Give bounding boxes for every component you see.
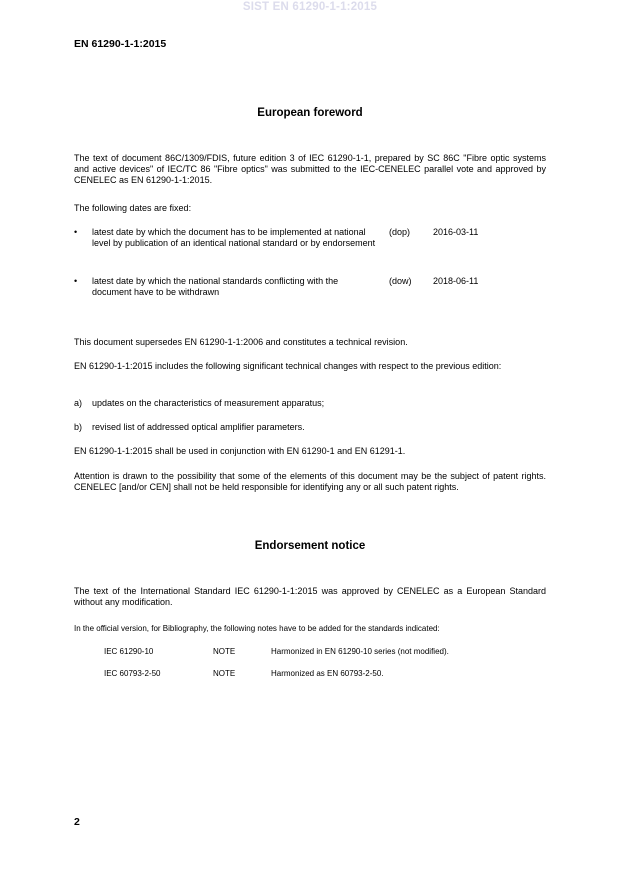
change-item-marker: a) [74, 398, 83, 408]
date-item-text: latest date by which the national standards conflicting with the document have to be withdrawn [92, 276, 339, 297]
date-item-date: 2018-06-11 [433, 276, 479, 286]
endorsement-title: Endorsement notice [254, 540, 366, 552]
date-item-text: latest date by which the document has to be implemented at national level by publication of an identical national standard or by endorsement [92, 227, 376, 248]
endorsement-text: The text of the International Standard IEC 61290-1-1:2015 was approved by CENELEC as a European Standard without any modification. [74, 586, 546, 607]
change-item-text: revised list of addressed optical amplifier parameters. [92, 422, 305, 432]
note-text: Harmonized as EN 60793-2-50. [271, 669, 384, 678]
supersedes-statement: This document supersedes EN 61290-1-1:2006 and constitutes a technical revision. [74, 337, 408, 347]
foreword-intro: The text of document 86C/1309/FDIS, future edition 3 of IEC 61290-1-1, prepared by SC 86C "Fibre optic systems and active devices" of IEC/TC 86 "Fibre optics" was submitted to the IEC-CENELEC parallel vote and approved by CENELEC as EN 61290-1-1:2015. [74, 153, 546, 185]
note-label: NOTE [213, 669, 236, 678]
conjunction-statement: EN 61290-1-1:2015 shall be used in conjunction with EN 61290-1 and EN 61291-1. [74, 446, 406, 456]
document-id: EN 61290-1-1:2015 [74, 38, 167, 50]
date-item-code: (dow) [389, 276, 412, 286]
change-item-marker: b) [74, 422, 83, 432]
foreword-title: European foreword [257, 107, 363, 119]
date-item-date: 2016-03-11 [433, 227, 479, 237]
date-item-code: (dop) [389, 227, 411, 237]
patent-statement: Attention is drawn to the possibility that some of the elements of this document may be the subject of patent rights. CENELEC [and/or CEN] shall not be held responsible for identifying any or all such patent rights. [74, 471, 546, 492]
page-number: 2 [74, 816, 80, 828]
watermark: SIST EN 61290-1-1:2015 [242, 1, 378, 13]
bibliography-intro: In the official version, for Bibliography, the following notes have to be added for the standards indicated: [74, 624, 440, 633]
note-label: NOTE [213, 647, 236, 656]
bullet-icon: • [74, 276, 78, 286]
note-text: Harmonized in EN 61290-10 series (not modified). [271, 647, 449, 656]
note-standard: IEC 60793-2-50 [104, 669, 161, 678]
note-standard: IEC 61290-10 [104, 647, 154, 656]
changes-intro: EN 61290-1-1:2015 includes the following significant technical changes with respect to the previous edition: [74, 361, 502, 371]
dates-intro: The following dates are fixed: [74, 203, 192, 213]
bullet-icon: • [74, 227, 78, 237]
change-item-text: updates on the characteristics of measurement apparatus; [92, 398, 325, 408]
